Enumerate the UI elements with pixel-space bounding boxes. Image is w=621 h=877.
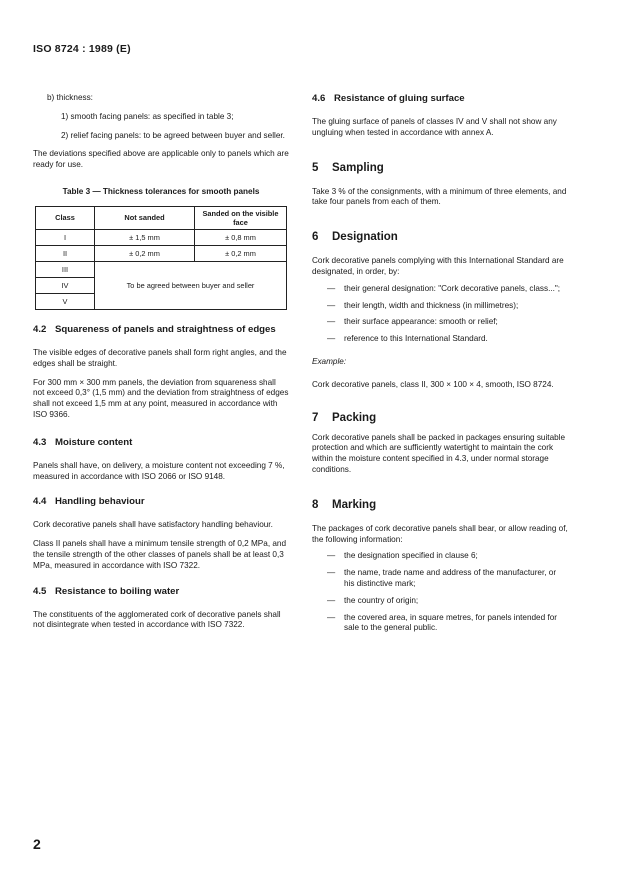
section-4-6-title: Resistance of gluing surface — [334, 93, 465, 104]
left-column — [33, 93, 289, 631]
section-4-2-title: Squareness of panels and straightness of edges — [55, 323, 276, 335]
cell-class: IV — [36, 277, 95, 293]
section-6-title: Designation — [332, 231, 398, 244]
thickness-tolerance-table — [35, 206, 287, 310]
section-6-paragraph-1: Cork decorative panels complying with this International Standard are designated, in order, by: — [312, 256, 564, 276]
section-4-2-paragraph-2: For 300 mm × 300 mm panels, the deviation from squareness shall not exceed 0,3° (1,5 mm) and the deviation from straightness of edges shall not exceed 1,5 mm at any point, measured in accordance with ISO 9366. — [33, 377, 289, 419]
header-sanded: Sanded on the visible face — [195, 206, 287, 229]
section-7-paragraph-1: Cork decorative panels shall be packed in packages ensuring suitable protection and which are sufficiently watertight to maintain the cork within the moisture content specified in 4.3, under normal storage conditions. — [312, 432, 566, 474]
cell-class: III — [36, 261, 95, 277]
designation-list — [312, 284, 568, 345]
section-8-heading — [312, 498, 568, 512]
thickness-label: b) thickness: — [47, 93, 93, 102]
section-4-4-number: 4.4 — [33, 496, 47, 508]
section-4-2-paragraph-1: The visible edges of decorative panels shall form right angles, and the edges shall be straight. — [33, 347, 287, 368]
section-8-number: 8 — [312, 498, 319, 511]
cell-merged-agreement: To be agreed between buyer and seller — [95, 261, 287, 309]
table-row — [36, 229, 287, 245]
section-4-4-paragraph-1: Cork decorative panels shall have satisfactory handling behaviour. — [33, 520, 273, 530]
right-column — [312, 93, 568, 634]
list-item: — their surface appearance: smooth or relief; — [327, 317, 498, 327]
list-item: — their general designation: "Cork decorative panels, class..."; — [327, 283, 561, 293]
page-header: ISO 8724 : 1989 (E) — [33, 43, 131, 55]
section-4-3-number: 4.3 — [33, 436, 47, 448]
section-4-4-heading — [33, 496, 289, 508]
section-7-heading — [312, 411, 568, 425]
section-4-4-paragraph-2: Class II panels shall have a minimum tensile strength of 0,2 MPa, and the tensile strength of the other classes of panels shall be at least 0,3 MPa, measured in accordance with ISO 7322. — [33, 539, 287, 570]
section-4-6-heading — [312, 93, 568, 105]
table-header-row — [36, 206, 287, 229]
page-number: 2 — [33, 836, 41, 852]
section-8-title: Marking — [332, 498, 377, 511]
list-item: — the covered area, in square metres, for panels intended for sale to the general public. — [327, 612, 557, 633]
section-5-title: Sampling — [332, 161, 384, 174]
list-item: — the name, trade name and address of the manufacturer, or his distinctive mark; — [327, 568, 557, 588]
cell-class: II — [36, 245, 95, 261]
list-item: — the country of origin; — [327, 595, 419, 605]
section-5-number: 5 — [312, 161, 319, 174]
header-class: Class — [36, 206, 95, 229]
list-item: — reference to this International Standard. — [327, 334, 488, 344]
cell-not-sanded: ± 1,5 mm — [95, 229, 195, 245]
cell-not-sanded: ± 0,2 mm — [95, 245, 195, 261]
section-5-heading — [312, 161, 568, 175]
section-4-4-title: Handling behaviour — [55, 496, 145, 508]
section-4-6-number: 4.6 — [312, 93, 326, 104]
table-row — [36, 245, 287, 261]
section-4-5-title: Resistance to boiling water — [55, 585, 180, 597]
section-4-3-title: Moisture content — [55, 436, 133, 448]
example-label: Example: — [312, 356, 347, 366]
section-8-paragraph-1: The packages of cork decorative panels shall bear, or allow reading of, the following information: — [312, 523, 568, 544]
section-4-6-paragraph-1: The gluing surface of panels of classes IV and V shall not show any ungluing when tested in accordance with annex A. — [312, 117, 557, 137]
cell-sanded: ± 0,8 mm — [195, 229, 287, 245]
section-4-5-number: 4.5 — [33, 585, 47, 597]
table-row — [36, 261, 287, 277]
deviations-paragraph: The deviations specified above are applicable only to panels which are ready for use. — [33, 149, 289, 170]
cell-sanded: ± 0,2 mm — [195, 245, 287, 261]
list-item: — the designation specified in clause 6; — [327, 551, 478, 561]
section-4-3-paragraph-1: Panels shall have, on delivery, a moisture content not exceeding 7 %, measured in accordance with ISO 2066 or ISO 9148. — [33, 460, 285, 481]
section-5-paragraph-1: Take 3 % of the consignments, with a minimum of three elements, and take four panels from each of them. — [312, 186, 567, 207]
section-4-2-heading — [33, 324, 289, 336]
example-text: Cork decorative panels, class II, 300 × 100 × 4, smooth, ISO 8724. — [312, 379, 554, 389]
section-4-5-paragraph-1: The constituents of the agglomerated cork of decorative panels shall not disintegrate when tested in accordance with ISO 7322. — [33, 609, 281, 630]
section-4-3-heading — [33, 437, 289, 449]
section-7-title: Packing — [332, 411, 377, 424]
table-caption: Table 3 — Thickness tolerances for smooth panels — [62, 186, 260, 196]
section-6-heading — [312, 230, 568, 244]
list-item: — their length, width and thickness (in millimetres); — [327, 300, 519, 310]
header-not-sanded: Not sanded — [95, 206, 195, 229]
section-4-2-number: 4.2 — [33, 323, 47, 335]
section-6-number: 6 — [312, 231, 319, 244]
marking-list — [312, 551, 568, 634]
cell-class: I — [36, 229, 95, 245]
cell-class: V — [36, 293, 95, 309]
thickness-item-smooth: 1) smooth facing panels: as specified in table 3; — [61, 111, 234, 121]
thickness-item-relief: 2) relief facing panels: to be agreed between buyer and seller. — [61, 130, 285, 140]
section-7-number: 7 — [312, 411, 319, 424]
section-4-5-heading — [33, 586, 289, 598]
